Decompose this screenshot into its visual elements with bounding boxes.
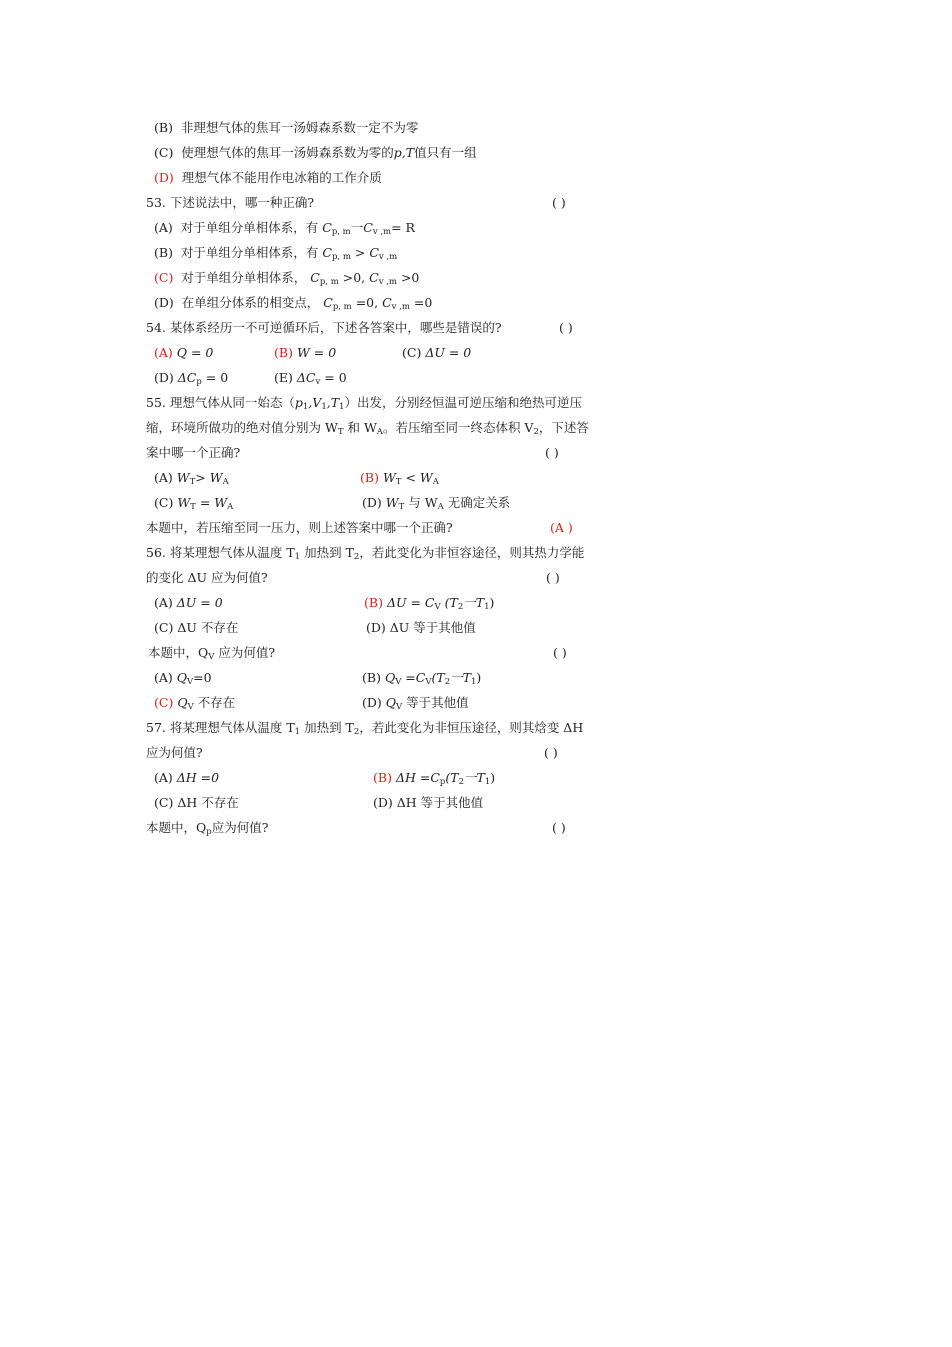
option-text: 值只有一组: [414, 145, 477, 160]
subscript: T: [190, 502, 196, 512]
option-label-answer: (B): [364, 595, 383, 610]
subscript: A: [432, 477, 439, 487]
option-text: 理想气体不能用作电冰箱的工作介质: [181, 170, 382, 185]
option-label-answer: (C): [154, 695, 174, 710]
subscript: T: [337, 427, 344, 437]
option-label-answer: (C): [154, 270, 174, 285]
stem-text: 57. 将某理想气体从温度 T: [146, 720, 295, 735]
q52-option-d: [154, 170, 382, 186]
option-label: (B): [154, 245, 173, 260]
symbol: 一T: [463, 770, 485, 785]
q57-stem-line-2: 应为何值?: [146, 745, 203, 760]
subscript: v: [315, 377, 321, 387]
option-text: ΔH 等于其他值: [396, 795, 484, 810]
q56-option-d: [366, 620, 476, 636]
stem-text: 缩，环境所做功的绝对值分别为 W: [146, 420, 338, 435]
subscript: v ,m: [372, 227, 392, 237]
subscript: V: [395, 677, 402, 687]
subscript: p: [206, 827, 212, 837]
stem-text: 55. 理想气体从同一始态（: [146, 395, 295, 410]
option-text: 无确定关系: [443, 495, 511, 510]
subscript: A: [376, 427, 383, 437]
subscript: 1: [484, 602, 490, 612]
symbol: C: [369, 270, 379, 285]
symbol: >0: [396, 270, 420, 285]
subscript: 1: [321, 402, 327, 412]
symbol: < W: [401, 470, 433, 485]
subscript: v ,m: [378, 277, 397, 287]
option-label-answer: (B): [274, 345, 293, 360]
stem-text: 本题中，Q: [148, 645, 209, 660]
option-label: (B): [362, 670, 381, 685]
q57-follow-up: [146, 820, 268, 836]
option-label: (D): [362, 495, 382, 510]
stem-text: 加热到 T: [300, 720, 354, 735]
option-label: (A): [154, 470, 173, 485]
q52-option-b: [154, 120, 418, 136]
symbol: (T: [440, 595, 458, 610]
option-label: (A): [154, 770, 173, 785]
subscript: V: [187, 677, 194, 687]
subscript: 2: [353, 727, 360, 737]
q54-option-b: [274, 345, 336, 361]
q56-stem-line-2: 的变化 ΔU 应为何值?: [146, 570, 268, 585]
subscript: p, m: [319, 277, 339, 287]
q57-option-c: [154, 795, 239, 811]
option-label: (C): [154, 145, 174, 160]
symbol: =0: [409, 295, 433, 310]
symbol: Q: [384, 670, 396, 685]
subscript: 1: [302, 402, 309, 412]
q53-answer-paren: ( ): [552, 195, 566, 210]
q57-answer-paren: ( ): [544, 745, 558, 760]
subscript: v ,m: [378, 252, 398, 262]
q56-option-c: [154, 620, 238, 636]
q55-follow-up-answer: (A ): [550, 520, 573, 535]
symbol: C: [322, 220, 332, 235]
symbol: Q: [177, 695, 188, 710]
option-label: (E): [274, 370, 293, 385]
option-text: 对于单组分单相体系，: [181, 270, 307, 285]
symbol: W: [176, 470, 190, 485]
stem-text: ）出发，分别经恒温可逆压缩和绝热可逆压: [344, 395, 582, 410]
subscript: V: [208, 652, 215, 662]
q54-answer-paren: ( ): [559, 320, 573, 335]
q53-option-b: [154, 245, 397, 261]
subscript: 1: [294, 552, 301, 562]
stem-text: 应为何值?: [214, 645, 276, 660]
q53-option-a: [154, 220, 415, 236]
symbol: C: [323, 295, 333, 310]
subscript: 2: [353, 552, 360, 562]
q54-option-d: [154, 370, 228, 386]
symbol: ,V: [308, 395, 322, 410]
option-text: 不存在: [193, 695, 236, 710]
subscript: T: [398, 502, 405, 512]
option-label-answer: (A): [154, 345, 173, 360]
stem-text: ，若此变化为非恒压途径，则其焓变 ΔH: [359, 720, 584, 735]
option-label: (D): [373, 795, 393, 810]
q57-option-d: [373, 795, 483, 811]
option-label: (C): [402, 345, 422, 360]
option-label: (C): [154, 620, 174, 635]
q56-follow-option-c: [154, 695, 235, 711]
subscript: T: [395, 477, 402, 487]
subscript: V: [187, 702, 194, 712]
option-label: (D): [154, 370, 174, 385]
symbol: C: [310, 270, 320, 285]
subscript: A: [437, 502, 444, 512]
subscript: V: [434, 602, 441, 612]
subscript: A: [227, 502, 234, 512]
option-text: 在单组分体系的相变点，: [181, 295, 320, 310]
q56-follow-option-a: [154, 670, 212, 686]
symbol: 一: [350, 220, 364, 235]
symbol: (T: [445, 770, 459, 785]
q56-follow-up: [148, 645, 275, 661]
option-text: = 0: [320, 370, 347, 385]
option-text: = 0: [201, 370, 229, 385]
option-label: (B): [154, 120, 173, 135]
symbol: Q: [176, 670, 188, 685]
option-label: (D): [154, 295, 174, 310]
q57-option-a: [154, 770, 219, 786]
subscript: 2: [444, 677, 451, 687]
q54-option-a: [154, 345, 213, 361]
symbol: 与 W: [404, 495, 438, 510]
q57-stem-line-1: [146, 720, 583, 736]
symbol: W: [385, 495, 399, 510]
q55-option-c: [154, 495, 233, 511]
q53-stem: 53. 下述说法中，哪一种正确?: [146, 195, 315, 210]
symbol: p: [294, 395, 303, 410]
q54-option-e: [274, 370, 347, 386]
symbol: C: [363, 220, 373, 235]
q55-follow-up: 本题中，若压缩至同一压力，则上述答案中哪一个正确?: [146, 520, 453, 535]
subscript: 1: [470, 677, 477, 687]
stem-text: 应为何值?: [211, 820, 269, 835]
subscript: p: [439, 777, 446, 787]
option-label: (C): [154, 795, 174, 810]
q56-follow-option-d: [362, 695, 469, 711]
subscript: 1: [484, 777, 491, 787]
q55-stem-line-3: 案中哪一个正确?: [146, 445, 241, 460]
symbol: ): [489, 595, 495, 610]
stem-text: 本题中，Q: [146, 820, 207, 835]
option-label: (A): [154, 670, 173, 685]
q56-option-a: [154, 595, 223, 611]
symbol: ΔH =C: [395, 770, 440, 785]
subscript: p: [196, 377, 202, 387]
subscript: p, m: [332, 302, 352, 312]
symbol: Q: [385, 695, 397, 710]
option-text: 非理想气体的焦耳一汤姆森系数一定不为零: [180, 120, 419, 135]
q55-stem-line-1: [146, 395, 582, 411]
subscript: 2: [457, 602, 464, 612]
q55-answer-paren: ( ): [545, 445, 559, 460]
q57-option-b: [373, 770, 495, 786]
option-text: ΔU = 0: [176, 595, 223, 610]
option-text: ΔU 等于其他值: [389, 620, 476, 635]
symbol: W: [382, 470, 396, 485]
q55-option-a: [154, 470, 229, 486]
subscript: V: [425, 677, 432, 687]
option-label-answer: (D): [154, 170, 174, 185]
option-text: ΔU = 0: [425, 345, 472, 360]
subscript: 2: [458, 777, 464, 787]
option-text: 对于单组分单相体系，有: [180, 220, 319, 235]
option-var: p,T: [393, 145, 415, 160]
q56-follow-up-paren: ( ): [553, 645, 567, 660]
symbol: 一T: [463, 595, 485, 610]
symbol: ): [490, 770, 496, 785]
symbol: ΔU = C: [386, 595, 435, 610]
option-label: (A): [154, 595, 173, 610]
option-text: Q = 0: [176, 345, 214, 360]
option-text: 等于其他值: [402, 695, 469, 710]
option-label: (D): [366, 620, 386, 635]
option-text: 使理想气体的焦耳一汤姆森系数为零的: [181, 145, 394, 160]
q56-answer-paren: ( ): [546, 570, 560, 585]
symbol: C: [382, 295, 392, 310]
stem-text: 加热到 T: [300, 545, 354, 560]
q53-option-c: [154, 270, 419, 286]
q55-stem-line-2: [146, 420, 589, 436]
symbol: C: [322, 245, 332, 260]
option-text: 对于单组分单相体系，有: [180, 245, 319, 260]
symbol: ,T: [326, 395, 340, 410]
symbol: C: [369, 245, 379, 260]
option-text: ΔH 不存在: [177, 795, 239, 810]
symbol: =0,: [351, 295, 383, 310]
symbol: (T: [431, 670, 445, 685]
stem-text: ，下述答: [538, 420, 589, 435]
symbol: W: [177, 495, 191, 510]
symbol: =C: [401, 670, 426, 685]
subscript: 1: [294, 727, 301, 737]
q56-option-b: [364, 595, 494, 611]
subscript: V: [396, 702, 403, 712]
q54-stem: 54. 某体系经历一不可逆循环后，下述各答案中，哪些是错误的?: [146, 320, 502, 335]
stem-text: ，若此变化为非恒容途径，则其热力学能: [359, 545, 585, 560]
q55-option-b: [360, 470, 439, 486]
option-label: (A): [154, 220, 173, 235]
q56-stem-line-1: [146, 545, 584, 561]
subscript: p, m: [331, 252, 351, 262]
stem-text: 56. 将某理想气体从温度 T: [146, 545, 295, 560]
subscript: 1: [339, 402, 345, 412]
q57-follow-up-paren: ( ): [552, 820, 566, 835]
option-text: ΔU 不存在: [177, 620, 239, 635]
symbol: =0: [193, 670, 212, 685]
subscript: 2: [533, 427, 539, 437]
symbol: 一T: [450, 670, 471, 685]
subscript: T: [189, 477, 196, 487]
q53-option-d: [154, 295, 432, 311]
symbol: > W: [195, 470, 223, 485]
symbol: = W: [195, 495, 228, 510]
symbol: ): [476, 670, 482, 685]
symbol: = R: [391, 220, 415, 235]
q56-follow-option-b: [362, 670, 481, 686]
q55-option-d: [362, 495, 510, 511]
subscript: v ,m: [391, 302, 410, 312]
option-text: ΔC: [296, 370, 316, 385]
subscript: p, m: [331, 227, 351, 237]
stem-text: 。若压缩至同一终态体积 V: [382, 420, 534, 435]
symbol: >0,: [338, 270, 370, 285]
subscript: A: [222, 477, 229, 487]
q54-option-c: [402, 345, 471, 361]
symbol: >: [350, 245, 370, 260]
stem-text: 和 W: [343, 420, 377, 435]
option-text: ΔC: [177, 370, 197, 385]
option-text: W = 0: [296, 345, 337, 360]
option-label: (D): [362, 695, 382, 710]
q52-option-c: [154, 145, 477, 161]
option-label-answer: (B): [373, 770, 392, 785]
option-label-answer: (B): [360, 470, 379, 485]
option-label: (C): [154, 495, 174, 510]
option-text: ΔH =0: [176, 770, 220, 785]
